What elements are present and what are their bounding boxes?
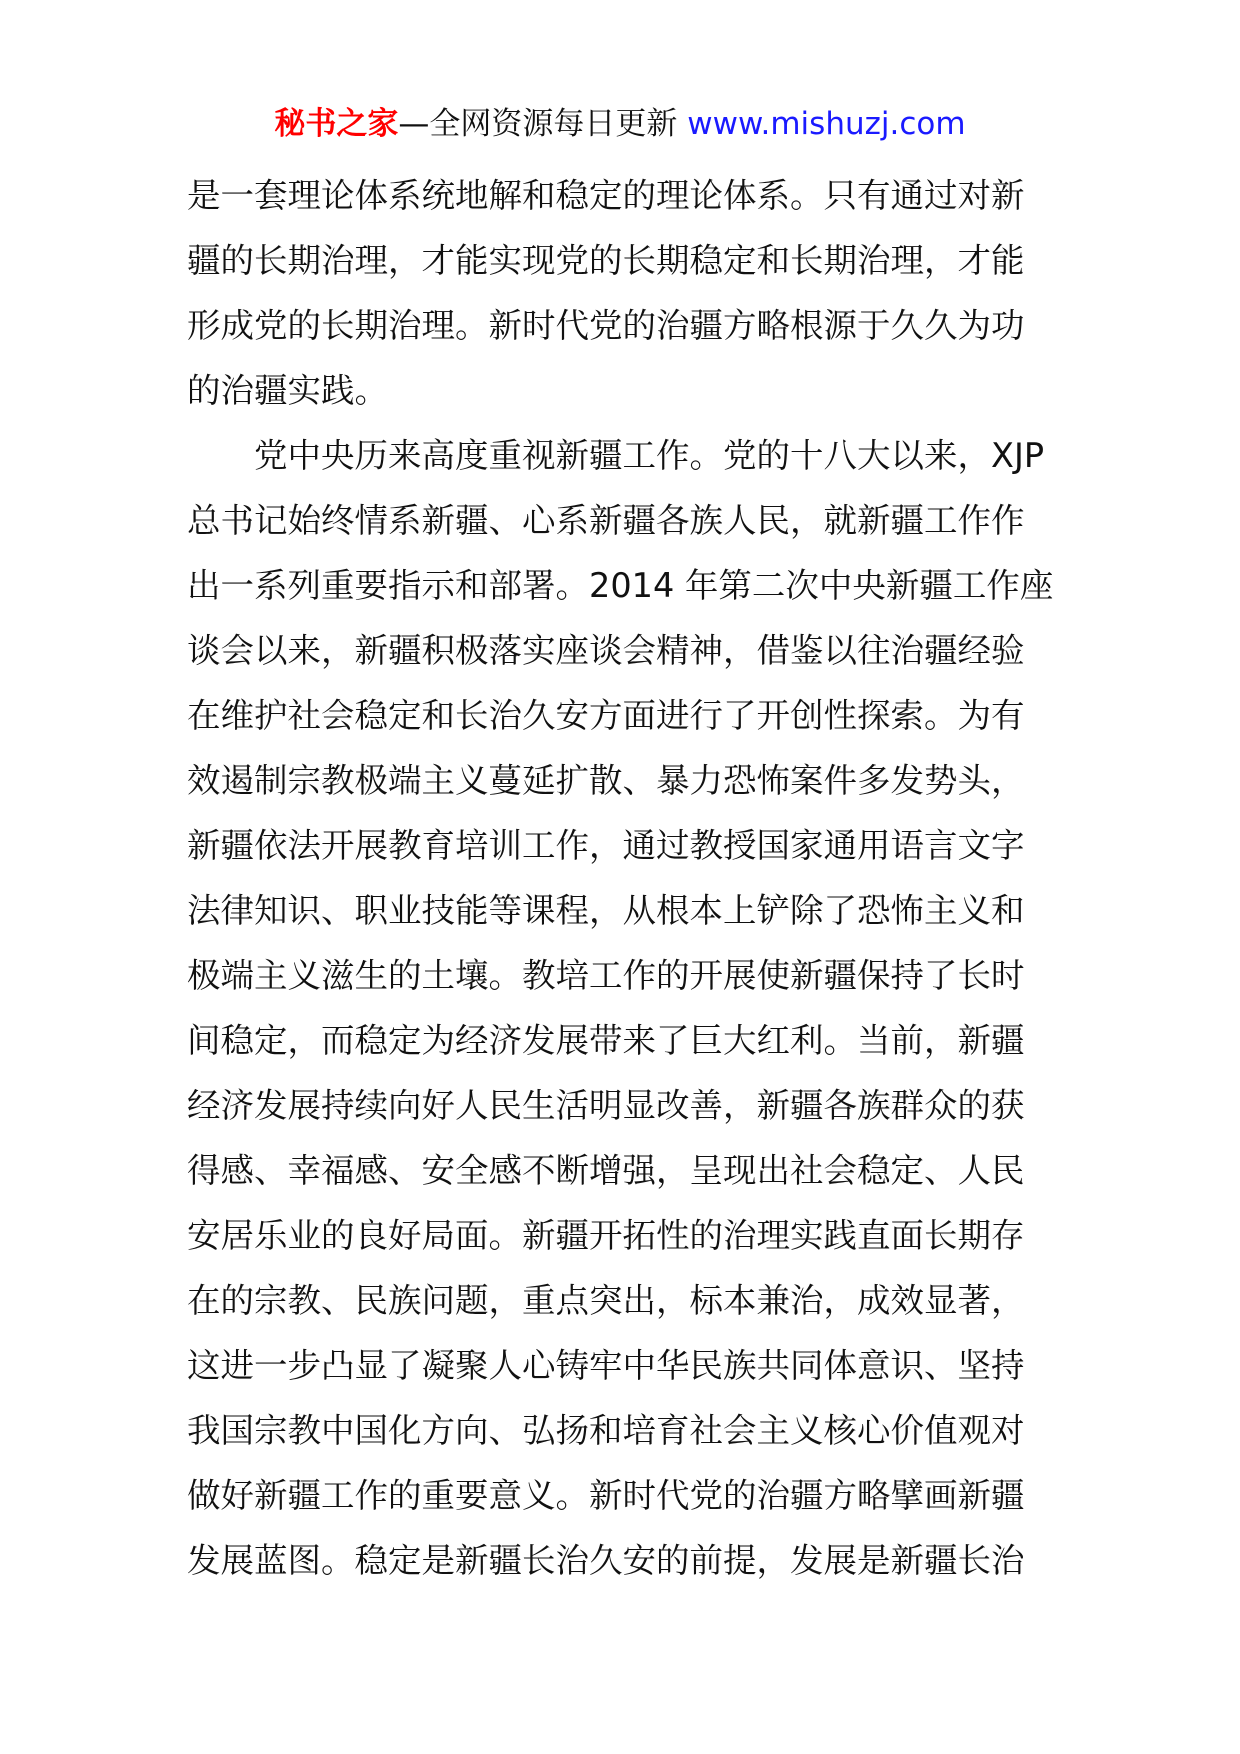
text-line: 间稳定，而稳定为经济发展带来了巨大红利。当前，新疆 xyxy=(187,1021,1025,1060)
text-line: 做好新疆工作的重要意义。新时代党的治疆方略擘画新疆 xyxy=(187,1476,1025,1515)
text-line: 的治疆实践。 xyxy=(187,371,388,410)
text-line: 我国宗教中国化方向、弘扬和培育社会主义核心价值观对 xyxy=(187,1411,1025,1450)
page-header xyxy=(0,104,1240,144)
paragraph-first-line: 党中央历来高度重视新疆工作。党的十八大以来，XJP xyxy=(254,436,1045,475)
text-line: 极端主义滋生的土壤。教培工作的开展使新疆保持了长时 xyxy=(187,956,1025,995)
document-body xyxy=(187,163,1067,1593)
brand-name: 秘书之家 xyxy=(274,106,399,142)
text-line: 新疆依法开展教育培训工作，通过教授国家通用语言文字 xyxy=(187,826,1025,865)
text-line: 这进一步凸显了凝聚人心铸牢中华民族共同体意识、坚持 xyxy=(187,1346,1025,1385)
text-line: 安居乐业的良好局面。新疆开拓性的治理实践直面长期存 xyxy=(187,1216,1025,1255)
text-line: 谈会以来，新疆积极落实座谈会精神，借鉴以往治疆经验 xyxy=(187,631,1025,670)
site-url-link[interactable]: www.mishuzj.com xyxy=(687,106,966,142)
text-line: 效遏制宗教极端主义蔓延扩散、暴力恐怖案件多发势头， xyxy=(187,761,1025,800)
text-line: 形成党的长期治理。新时代党的治疆方略根源于久久为功 xyxy=(187,306,1025,345)
text-line: 出一系列重要指示和部署。2014 年第二次中央新疆工作座 xyxy=(187,566,1054,605)
header-tagline: —全网资源每日更新 xyxy=(398,106,678,142)
text-line: 经济发展持续向好人民生活明显改善，新疆各族群众的获 xyxy=(187,1086,1025,1125)
text-line: 在的宗教、民族问题，重点突出，标本兼治，成效显著， xyxy=(187,1281,1025,1320)
text-line: 疆的长期治理，才能实现党的长期稳定和长期治理，才能 xyxy=(187,241,1025,280)
text-line: 法律知识、职业技能等课程，从根本上铲除了恐怖主义和 xyxy=(187,891,1025,930)
text-line: 在维护社会稳定和长治久安方面进行了开创性探索。为有 xyxy=(187,696,1025,735)
text-line: 总书记始终情系新疆、心系新疆各族人民，就新疆工作作 xyxy=(187,501,1025,540)
text-line: 得感、幸福感、安全感不断增强，呈现出社会稳定、人民 xyxy=(187,1151,1025,1190)
text-line: 是一套理论体系统地解和稳定的理论体系。只有通过对新 xyxy=(187,176,1025,215)
text-line: 发展蓝图。稳定是新疆长治久安的前提，发展是新疆长治 xyxy=(187,1541,1025,1580)
